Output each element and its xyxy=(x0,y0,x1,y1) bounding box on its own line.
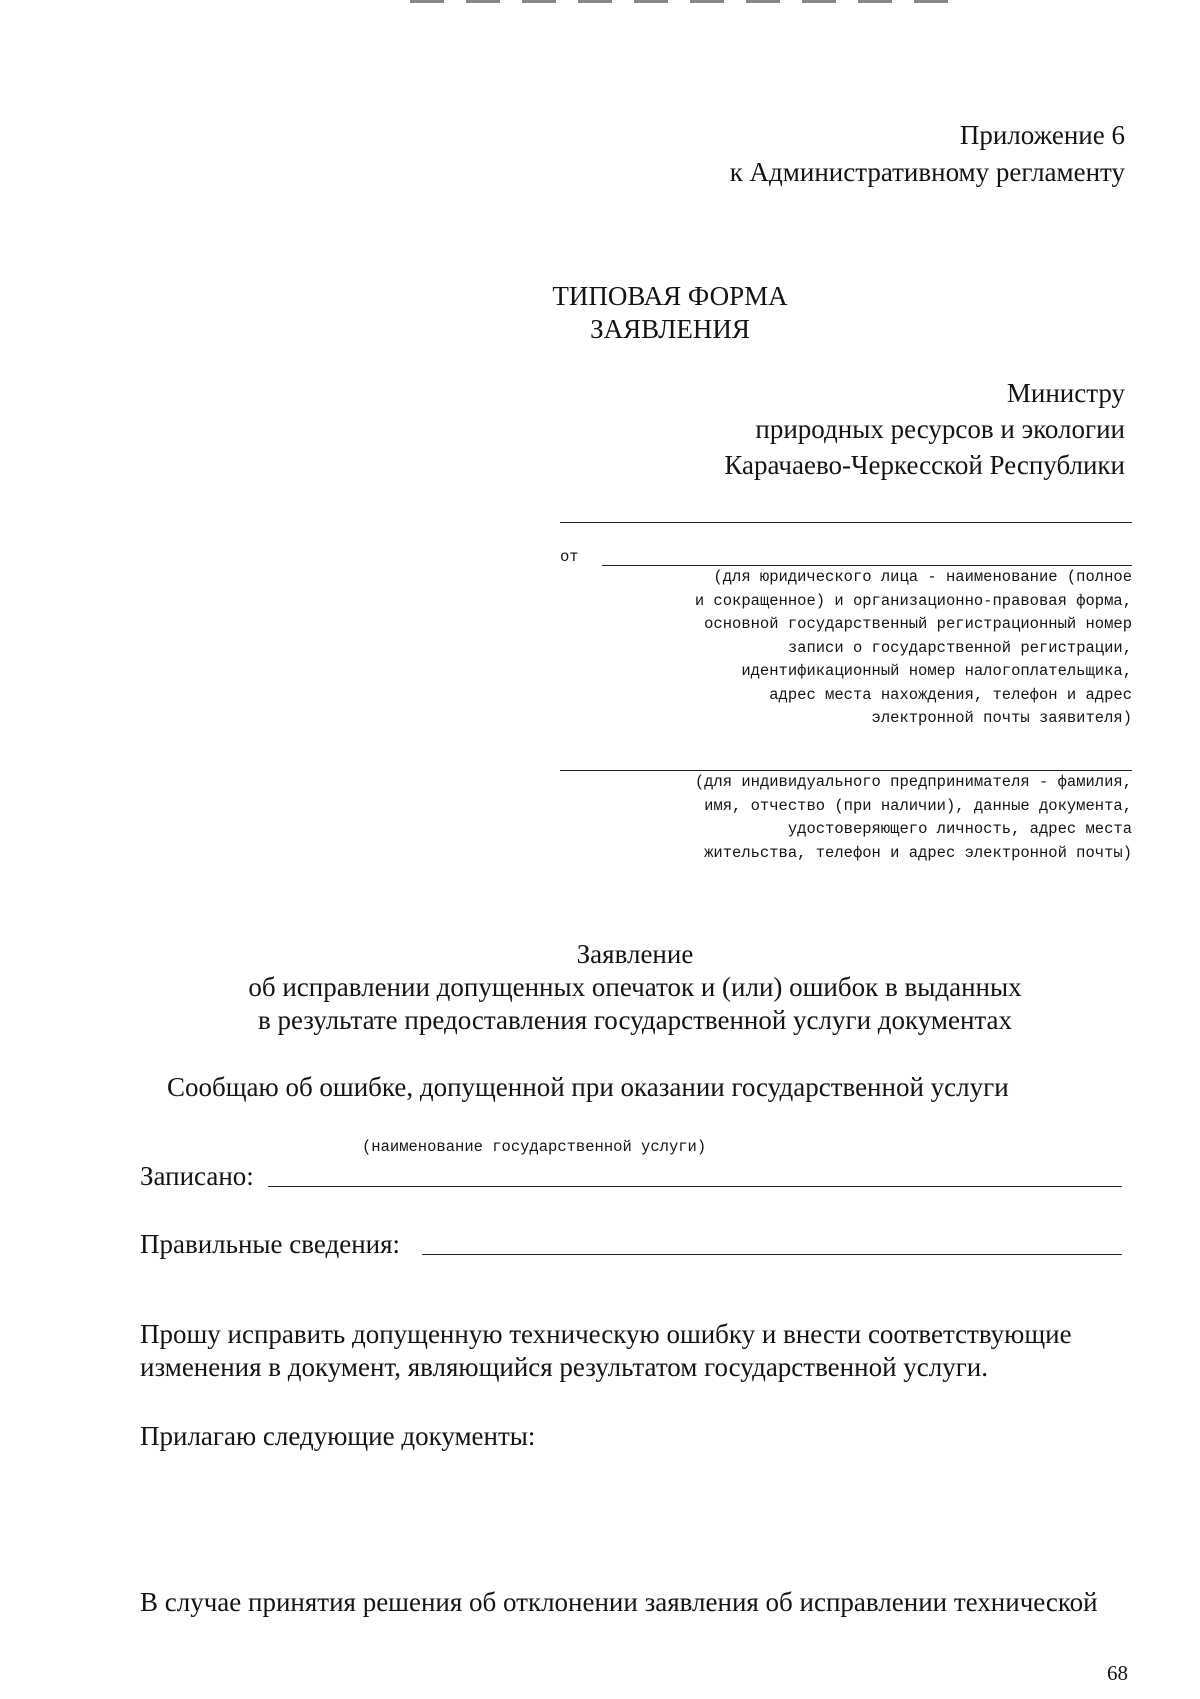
title-line-1: ТИПОВАЯ ФОРМА xyxy=(552,281,788,311)
statement-subheading-1: об исправлении допущенных опечаток и (или) ошибок в выданных xyxy=(248,972,1022,1002)
document-title xyxy=(0,280,1200,346)
statement-subheading-2: в результате предоставления государственной услуги документах xyxy=(257,1005,1013,1035)
attachments-label: Прилагаю следующие документы: xyxy=(140,1421,536,1451)
correct-info-label: Правильные сведения: xyxy=(140,1229,401,1259)
page-number: 68 xyxy=(1107,1661,1128,1685)
individual-entrepreneur-note: (для индивидуального предпринимателя - фамилия, имя, отчество (при наличии), данные документа, удостоверяющего личность, адрес места жительства, телефон и адрес электронной почты) xyxy=(694,773,1132,862)
addressee-block xyxy=(724,375,1125,483)
closing-text: В случае принятия решения об отклонении заявления об исправлении технической xyxy=(140,1587,1098,1617)
correct-info-field[interactable] xyxy=(422,1254,1122,1255)
addressee-blank-line[interactable] xyxy=(560,522,1132,523)
report-text: Сообщаю об ошибке, допущенной при оказании государственной услуги xyxy=(167,1072,1009,1102)
recorded-label: Записано: xyxy=(140,1161,254,1191)
annex-number: Приложение 6 xyxy=(959,120,1125,150)
service-name-note: (наименование государственной услуги) xyxy=(362,1138,707,1156)
recorded-field[interactable] xyxy=(268,1186,1122,1187)
request-line-1: Прошу исправить допущенную техническую ошибку и внести соответствующие xyxy=(140,1319,1072,1349)
scan-artifact xyxy=(410,0,970,3)
annex-reference xyxy=(730,117,1125,191)
title-line-2: ЗАЯВЛЕНИЯ xyxy=(590,314,750,344)
statement-heading: Заявление xyxy=(576,939,694,969)
addressee-line-3: Карачаево-Черкесской Республики xyxy=(724,450,1125,480)
request-line-2: изменения в документ, являющийся результатом государственной услуги. xyxy=(140,1352,988,1382)
annex-regulation: к Административному регламенту xyxy=(729,157,1125,187)
from-label: от xyxy=(560,548,579,566)
addressee-line-1: Министру xyxy=(1006,378,1125,408)
legal-entity-note: (для юридического лица - наименование (полное и сокращенное) и организационно-правовая форма, основной государственный регистрационный номер записи о государственной регистрации, идентификационный номер налогоплательщика, адрес места нахождения, телефон и адрес электронной почты заявителя) xyxy=(694,568,1132,727)
addressee-line-2: природных ресурсов и экологии xyxy=(755,414,1125,444)
